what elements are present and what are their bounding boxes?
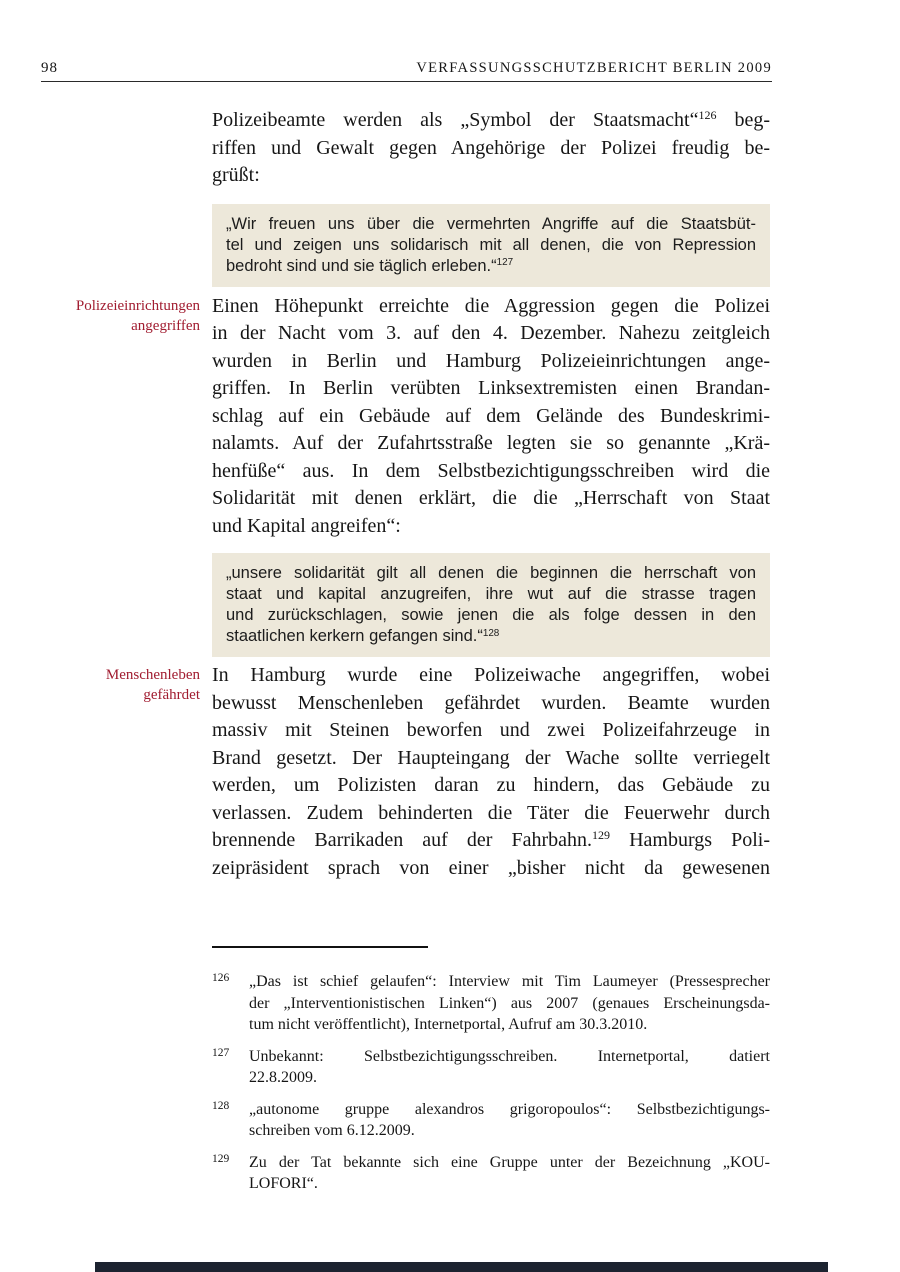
footnote-item xyxy=(212,1099,770,1142)
text-line: „Das ist schief gelaufen“: Interview mit Tim Laumeyer (Pressesprecher xyxy=(249,973,770,990)
body-content xyxy=(212,107,770,882)
text-line: „Wir freuen uns über die vermehrten Angriffe auf die Staatsbüt- xyxy=(226,214,756,233)
footnote-number: 126 xyxy=(212,972,230,984)
quoted-statement-block xyxy=(212,553,770,657)
text-line: „unsere solidarität gilt all denen die beginnen die herrschaft von xyxy=(226,564,756,582)
text-line: Brand gesetzt. Der Haupteingang der Wache sollte verriegelt xyxy=(212,746,770,769)
footnote-item xyxy=(212,971,770,1036)
page-bottom-scan-edge xyxy=(95,1262,828,1272)
footnote-reference: 127 xyxy=(496,257,514,269)
text-line: werden, um Polizisten daran zu hindern, das Gebäude zu xyxy=(212,774,770,796)
footnote-reference: 126 xyxy=(698,108,717,123)
text-line: Solidarität mit denen erklärt, die die „Herrschaft von Staat xyxy=(212,487,770,509)
text-line: zeipräsident sprach von einer „bisher nicht da gewesenen xyxy=(212,856,770,879)
text-line: grüßt: xyxy=(212,164,260,186)
page-header xyxy=(41,60,772,82)
margin-note-line: gefährdet xyxy=(143,686,200,703)
footnote-reference: 128 xyxy=(482,627,500,639)
body-paragraph xyxy=(212,107,770,190)
text-line: der „Interventionistischen Linken“) aus 2007 (genaues Erscheinungsda- xyxy=(249,994,770,1012)
margin-note-line: Menschenleben xyxy=(105,667,200,683)
text-line: griffen. In Berlin verübten Linksextremisten einen Brandan- xyxy=(212,377,770,399)
text-line: staatlichen kerkern gefangen sind.“$^{128}$ xyxy=(226,627,500,645)
text-line: riffen und Gewalt gegen Angehörige der Polizei freudig be- xyxy=(212,136,770,159)
footnote-number: 128 xyxy=(212,1099,230,1112)
text-line: massiv mit Steinen beworfen und zwei Polizeifahrzeuge in xyxy=(212,719,770,741)
footnotes-section xyxy=(212,946,770,1205)
text-line: bewusst Menschenleben gefährdet wurden. Beamte wurden xyxy=(212,691,770,714)
text-line: wurden in Berlin und Hamburg Polizeieinrichtungen ange- xyxy=(212,349,770,372)
text-line: verlassen. Zudem behinderten die Täter die Feuerwehr durch xyxy=(212,801,770,824)
margin-note-line: angegriffen xyxy=(131,317,200,334)
text-line: bedroht sind und sie täglich erleben.“$^{127}$ xyxy=(226,256,514,275)
text-line: Unbekannt: Selbstbezichtigungsschreiben. Internetportal, datiert xyxy=(249,1047,770,1065)
text-line: Zu der Tat bekannte sich eine Gruppe unter der Bezeichnung „KOU- xyxy=(249,1153,770,1171)
text-line: und Kapital angreifen“: xyxy=(212,514,401,537)
page-number: 98 xyxy=(41,60,58,76)
running-header-title: VERFASSUNGSSCHUTZBERICHT BERLIN 2009 xyxy=(416,60,772,76)
text-line: tel und zeigen uns solidarisch mit all denen, die von Repression xyxy=(226,235,756,254)
text-line: in der Nacht vom 3. auf den 4. Dezember. Nahezu zeitgleich xyxy=(212,322,770,344)
text-line: nalamts. Auf der Zufahrtsstraße legten sie so genannte „Krä- xyxy=(212,432,770,454)
text-line: tum nicht veröffentlicht), Internetportal, Aufruf am 30.3.2010. xyxy=(249,1016,648,1033)
footnote-separator-rule xyxy=(212,946,428,948)
text-line: Einen Höhepunkt erreichte die Aggression gegen die Polizei xyxy=(212,294,770,317)
text-line: schreiben vom 6.12.2009. xyxy=(249,1122,415,1139)
footnote-number: 127 xyxy=(212,1046,230,1059)
margin-note-line: Polizeieinrichtungen xyxy=(75,298,200,314)
text-line: schlag auf ein Gebäude auf dem Gelände des Bundeskrimi- xyxy=(212,404,770,427)
text-line: Polizeibeamte werden als „Symbol der Staatsmacht“$^{126}$ beg- xyxy=(212,108,770,131)
text-line: und zurückschlagen, sowie jenen die als folge dessen in den xyxy=(226,606,756,624)
margin-note xyxy=(30,297,200,336)
text-line: LOFORI“. xyxy=(249,1175,318,1192)
body-paragraph xyxy=(212,662,770,882)
text-line: henfüße“ aus. In dem Selbstbezichtigungsschreiben wird die xyxy=(212,459,770,482)
text-line: 22.8.2009. xyxy=(249,1069,317,1086)
margin-note xyxy=(30,666,200,705)
quoted-statement-block xyxy=(212,204,770,287)
text-line: „autonome gruppe alexandros grigoropoulos“: Selbstbezichtigungs- xyxy=(249,1100,770,1118)
text-line: In Hamburg wurde eine Polizeiwache angegriffen, wobei xyxy=(212,664,770,686)
text-line: brennende Barrikaden auf der Fahrbahn.$^{129}$ Hamburgs Poli- xyxy=(212,828,771,851)
text-line: staat und kapital anzugreifen, ihre wut auf die strasse tragen xyxy=(226,585,756,603)
footnote-number: 129 xyxy=(212,1152,230,1165)
footnote-item xyxy=(212,1046,770,1089)
footnote-item xyxy=(212,1152,770,1195)
footnote-reference: 129 xyxy=(592,828,611,843)
body-paragraph xyxy=(212,293,770,541)
